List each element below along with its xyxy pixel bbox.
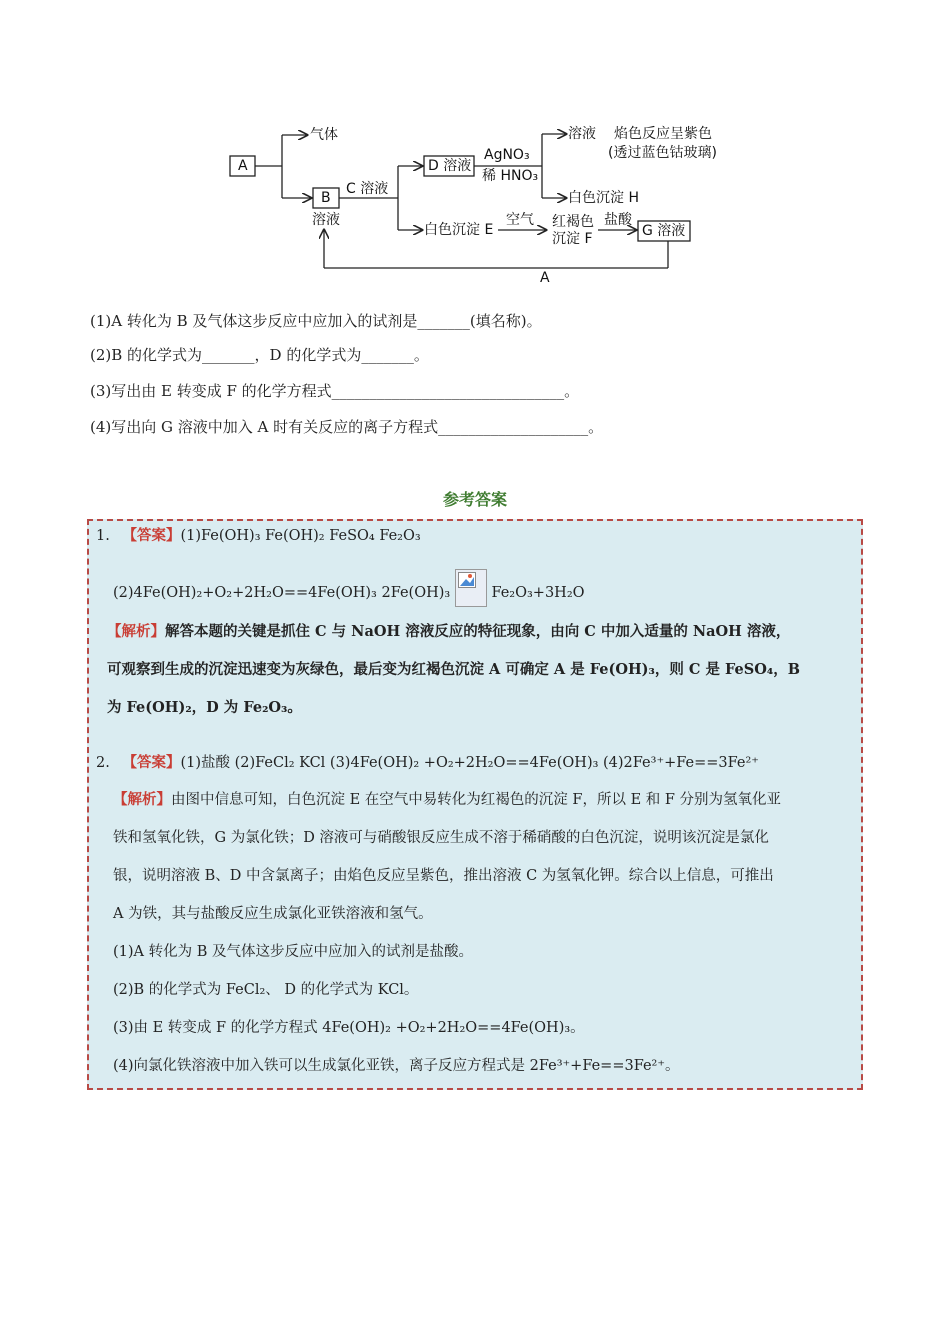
flow-diagram xyxy=(210,118,730,288)
answer-1-line-2 xyxy=(113,569,585,607)
box-d-label: D 溶液 xyxy=(428,158,472,174)
analysis-1-tag: 【解析】 xyxy=(107,623,165,640)
analysis-2-point-3: (3)由 E 转变成 F 的化学方程式 4Fe(OH)₂ +O₂+2H₂O==4Fe(OH)₃。 xyxy=(113,1020,585,1036)
precipitate-f-label: 沉淀 F xyxy=(552,231,593,247)
analysis-2-text-2: 铁和氢氧化铁，G 为氯化铁；D 溶液可与硝酸银反应生成不溶于稀硝酸的白色沉淀，说明该沉淀是氯化 xyxy=(113,830,769,846)
hno3-label: 稀 HNO₃ xyxy=(482,168,539,184)
diagram-lines xyxy=(210,118,730,288)
answer-1-equations: (2)4Fe(OH)₂+O₂+2H₂O==4Fe(OH)₃ 2Fe(OH)₃ xyxy=(113,585,451,601)
analysis-2-text-3: 银，说明溶液 B、D 中含氯离子；由焰色反应呈紫色，推出溶液 C 为氢氧化钾。综合以上信息，可推出 xyxy=(113,868,774,884)
box-b-label: B xyxy=(321,190,331,206)
analysis-2-point-1: (1)A 转化为 B 及气体这步反应中应加入的试剂是盐酸。 xyxy=(113,944,473,960)
analysis-1-text-1: 解答本题的关键是抓住 C 与 NaOH 溶液反应的特征现象，由向 C 中加入适量的 NaOH 溶液， xyxy=(165,623,791,640)
analysis-2-text-1: 由图中信息可知，白色沉淀 E 在空气中易转化为红褐色的沉淀 F，所以 E 和 F 分别为氢氧化亚 xyxy=(171,792,782,808)
answer-1-number: 1. xyxy=(96,528,110,544)
broken-image-icon xyxy=(455,569,487,607)
b-solution-label: 溶液 xyxy=(312,212,340,228)
flame-note-label: (透过蓝色钴玻璃) xyxy=(608,145,717,161)
question-1: (1)A 转化为 B 及气体这步反应中应加入的试剂是_______(填名称)。 xyxy=(90,312,542,330)
air-label: 空气 xyxy=(506,212,534,228)
gas-label: 气体 xyxy=(310,127,338,143)
answer-1-analysis-1 xyxy=(107,621,790,643)
analysis-2-point-4: (4)向氯化铁溶液中加入铁可以生成氯化亚铁，离子反应方程式是 2Fe³⁺+Fe==3Fe²⁺。 xyxy=(113,1058,680,1074)
hcl-label: 盐酸 xyxy=(604,212,632,228)
question-4: (4)写出向 G 溶液中加入 A 时有关反应的离子方程式____________________。 xyxy=(90,418,604,436)
c-solution-label: C 溶液 xyxy=(346,181,389,197)
analysis-2-point-2: (2)B 的化学式为 FeCl₂、 D 的化学式为 KCl。 xyxy=(113,982,419,998)
box-g-label: G 溶液 xyxy=(642,223,686,239)
solution-label: 溶液 xyxy=(568,126,596,142)
answer-2-number: 2. xyxy=(96,755,110,771)
analysis-1-text-3: 为 Fe(OH)₂，D 为 Fe₂O₃。 xyxy=(107,699,302,716)
redbrown-label: 红褐色 xyxy=(552,214,594,230)
white-h-label: 白色沉淀 H xyxy=(568,190,639,206)
answer-box xyxy=(87,519,863,1090)
analysis-2-tag: 【解析】 xyxy=(113,791,171,808)
question-2: (2)B 的化学式为_______，D 的化学式为_______。 xyxy=(90,346,429,364)
answer-2-text: (1)盐酸 (2)FeCl₂ KCl (3)4Fe(OH)₂ +O₂+2H₂O==4Fe(OH)₃ (4)2Fe³⁺+Fe==3Fe²⁺ xyxy=(180,755,759,771)
answer-1-products: Fe₂O₃+3H₂O xyxy=(491,585,585,601)
agno3-label: AgNO₃ xyxy=(484,147,530,163)
answer-1-line xyxy=(96,525,421,547)
loop-a-label: A xyxy=(540,270,550,286)
analysis-2-text-4: A 为铁，其与盐酸反应生成氯化亚铁溶液和氢气。 xyxy=(113,906,433,922)
answer-2-analysis-1 xyxy=(113,789,781,811)
answer-heading: 参考答案 xyxy=(442,490,507,509)
white-e-label: 白色沉淀 E xyxy=(424,222,494,238)
analysis-1-text-2: 可观察到生成的沉淀迅速变为灰绿色，最后变为红褐色沉淀 A 可确定 A 是 Fe(OH)₃，则 C 是 FeSO₄，B xyxy=(107,661,800,678)
box-a-label: A xyxy=(238,158,248,174)
question-3: (3)写出由 E 转变成 F 的化学方程式_______________________________。 xyxy=(90,382,580,400)
answer-1-text: (1)Fe(OH)₃ Fe(OH)₂ FeSO₄ Fe₂O₃ xyxy=(180,528,421,544)
flame-label: 焰色反应呈紫色 xyxy=(614,126,712,142)
answer-2-tag: 【答案】 xyxy=(122,754,181,771)
answer-2-line xyxy=(96,752,759,774)
answer-1-tag: 【答案】 xyxy=(122,527,181,544)
